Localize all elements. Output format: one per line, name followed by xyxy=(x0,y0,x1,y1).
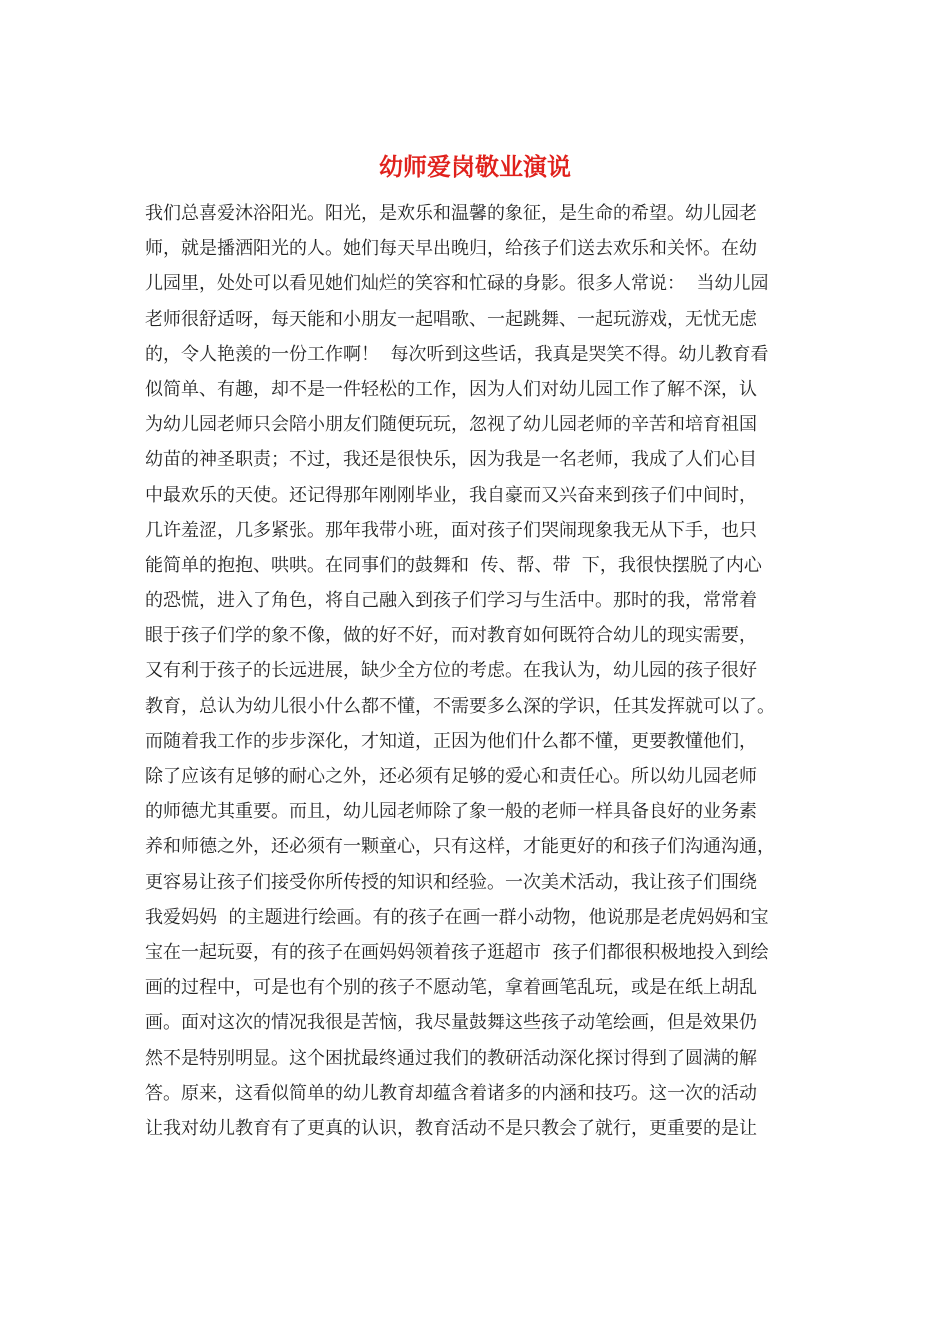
body-line: 中最欢乐的天使。还记得那年刚刚毕业，我自豪而又兴奋来到孩子们中间时， xyxy=(145,484,757,506)
body-line: 似简单、有趣，却不是一件轻松的工作，因为人们对幼儿园工作了解不深，认 xyxy=(145,378,757,400)
body-line: 教育，总认为幼儿很小什么都不懂，不需要多么深的学识，任其发挥就可以了。 xyxy=(145,695,775,717)
body-line: 我们总喜爱沐浴阳光。阳光，是欢乐和温馨的象征，是生命的希望。幼儿园老 xyxy=(145,203,757,224)
body-line: 画的过程中，可是也有个别的孩子不愿动笔，拿着画笔乱玩，或是在纸上胡乱 xyxy=(145,977,757,999)
body-line: 除了应该有足够的耐心之外，还必须有足够的爱心和责任心。所以幼儿园老师 xyxy=(145,766,757,787)
body-line: 儿园里，处处可以看见她们灿烂的笑容和忙碌的身影。很多人常说： 当幼儿园 xyxy=(145,273,769,295)
document-body xyxy=(145,196,805,1146)
body-line: 更容易让孩子们接受你所传授的知识和经验。一次美术活动，我让孩子们围绕 xyxy=(145,871,757,893)
body-line: 为幼儿园老师只会陪小朋友们随便玩玩，忽视了幼儿园老师的辛苦和培育祖国 xyxy=(145,414,757,436)
body-line: 画。面对这次的情况我很是苦恼，我尽量鼓舞这些孩子动笔绘画，但是效果仍 xyxy=(145,1012,757,1034)
body-line: 师，就是播洒阳光的人。她们每天早出晚归，给孩子们送去欢乐和关怀。在幼 xyxy=(145,238,757,260)
body-line: 让我对幼儿教育有了更真的认识，教育活动不是只教会了就行，更重要的是让 xyxy=(145,1117,757,1139)
body-line: 答。原来，这看似简单的幼儿教育却蕴含着诸多的内涵和技巧。这一次的活动 xyxy=(145,1082,757,1104)
document-title: 幼师爱岗敬业演说 xyxy=(379,152,571,181)
body-line: 养和师德之外，还必须有一颗童心，只有这样，才能更好的和孩子们沟通沟通， xyxy=(145,836,775,858)
body-line: 几许羞涩，几多紧张。那年我带小班，面对孩子们哭闹现象我无从下手，也只 xyxy=(145,519,757,541)
body-line: 的，令人艳羡的一份工作啊！ 每次听到这些话，我真是哭笑不得。幼儿教育看 xyxy=(145,343,769,365)
body-line: 的恐慌，进入了角色，将自己融入到孩子们学习与生活中。那时的我，常常着 xyxy=(145,590,757,612)
body-line: 我爱妈妈 的主题进行绘画。有的孩子在画一群小动物，他说那是老虎妈妈和宝 xyxy=(145,906,769,928)
body-line: 而随着我工作的步步深化，才知道，正因为他们什么都不懂，更要教懂他们， xyxy=(145,730,757,752)
body-line: 能简单的抱抱、哄哄。在同事们的鼓舞和 传、帮、带 下，我很快摆脱了内心 xyxy=(145,554,762,576)
body-line: 又有利于孩子的长远进展，缺少全方位的考虑。在我认为，幼儿园的孩子很好 xyxy=(145,660,757,682)
body-line: 眼于孩子们学的象不像，做的好不好，而对教育如何既符合幼儿的现实需要， xyxy=(145,625,757,647)
body-line: 幼苗的神圣职责；不过，我还是很快乐，因为我是一名老师，我成了人们心目 xyxy=(145,449,757,471)
body-line: 宝在一起玩耍，有的孩子在画妈妈领着孩子逛超市 孩子们都很积极地投入到绘 xyxy=(145,941,769,963)
body-line: 的师德尤其重要。而且，幼儿园老师除了象一般的老师一样具备良好的业务素 xyxy=(145,801,757,823)
body-line: 然不是特别明显。这个困扰最终通过我们的教研活动深化探讨得到了圆满的解 xyxy=(145,1047,757,1069)
body-line: 老师很舒适呀，每天能和小朋友一起唱歌、一起跳舞、一起玩游戏，无忧无虑 xyxy=(145,308,757,330)
